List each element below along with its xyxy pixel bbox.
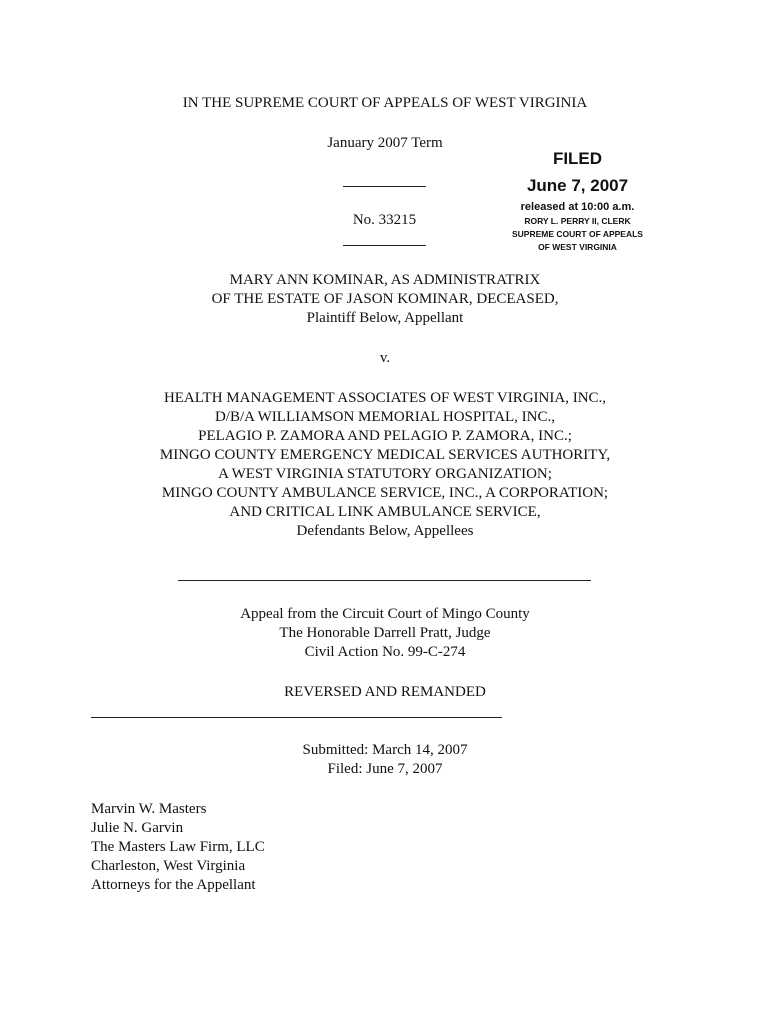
defendant-line: PELAGIO P. ZAMORA AND PELAGIO P. ZAMORA, INC.; xyxy=(198,428,572,444)
filed-released: released at 10:00 a.m. xyxy=(520,201,635,213)
defendant-line: D/B/A WILLIAMSON MEMORIAL HOSPITAL, INC., xyxy=(214,409,556,425)
attorney-line: Marvin W. Masters xyxy=(91,801,207,817)
appeal-block xyxy=(0,605,770,662)
appeal-line: Civil Action No. 99-C-274 xyxy=(304,644,466,660)
plaintiff-line: OF THE ESTATE OF JASON KOMINAR, DECEASED, xyxy=(211,291,559,307)
caption-divider xyxy=(178,580,591,581)
defendant-line: MINGO COUNTY EMERGENCY MEDICAL SERVICES AUTHORITY, xyxy=(159,447,611,463)
docket-rule-top xyxy=(343,186,426,187)
defendants-block xyxy=(0,389,770,541)
appeal-line: Appeal from the Circuit Court of Mingo County xyxy=(240,606,530,622)
defendant-line: HEALTH MANAGEMENT ASSOCIATES OF WEST VIRGINIA, INC., xyxy=(163,390,607,406)
submitted-date: Submitted: March 14, 2007 xyxy=(302,742,468,758)
defendants-role: Defendants Below, Appellees xyxy=(296,523,474,539)
filed-clerk: RORY L. PERRY II, CLERK xyxy=(524,216,631,226)
filed-court-line2: OF WEST VIRGINIA xyxy=(538,242,617,252)
filed-court-line1: SUPREME COURT OF APPEALS xyxy=(512,229,643,239)
attorney-role: Attorneys for the Appellant xyxy=(91,877,256,893)
dates-block xyxy=(0,741,770,779)
plaintiff-line: MARY ANN KOMINAR, AS ADMINISTRATRIX xyxy=(229,272,541,288)
attorney-line: The Masters Law Firm, LLC xyxy=(91,839,265,855)
appeal-line: The Honorable Darrell Pratt, Judge xyxy=(279,625,491,641)
docket-rule-bottom xyxy=(343,245,426,246)
defendant-line: MINGO COUNTY AMBULANCE SERVICE, INC., A CORPORATION; xyxy=(161,485,609,501)
defendant-line: A WEST VIRGINIA STATUTORY ORGANIZATION; xyxy=(218,466,552,482)
attorney-line: Charleston, West Virginia xyxy=(91,858,246,874)
attorney-line: Julie N. Garvin xyxy=(91,820,184,836)
filed-date: June 7, 2007 xyxy=(526,176,629,195)
disposition-rule xyxy=(91,717,502,718)
versus-label: v. xyxy=(379,350,391,366)
plaintiff-block xyxy=(0,271,770,328)
plaintiff-role: Plaintiff Below, Appellant xyxy=(306,310,464,326)
disposition: REVERSED AND REMANDED xyxy=(284,684,486,700)
filed-date-line: Filed: June 7, 2007 xyxy=(327,761,443,777)
term-label: January 2007 Term xyxy=(327,135,443,151)
filed-status: FILED xyxy=(552,149,603,168)
docket-number: No. 33215 xyxy=(352,212,417,228)
attorneys-block xyxy=(91,800,265,895)
defendant-line: AND CRITICAL LINK AMBULANCE SERVICE, xyxy=(229,504,541,520)
court-title: IN THE SUPREME COURT OF APPEALS OF WEST VIRGINIA xyxy=(182,95,588,111)
